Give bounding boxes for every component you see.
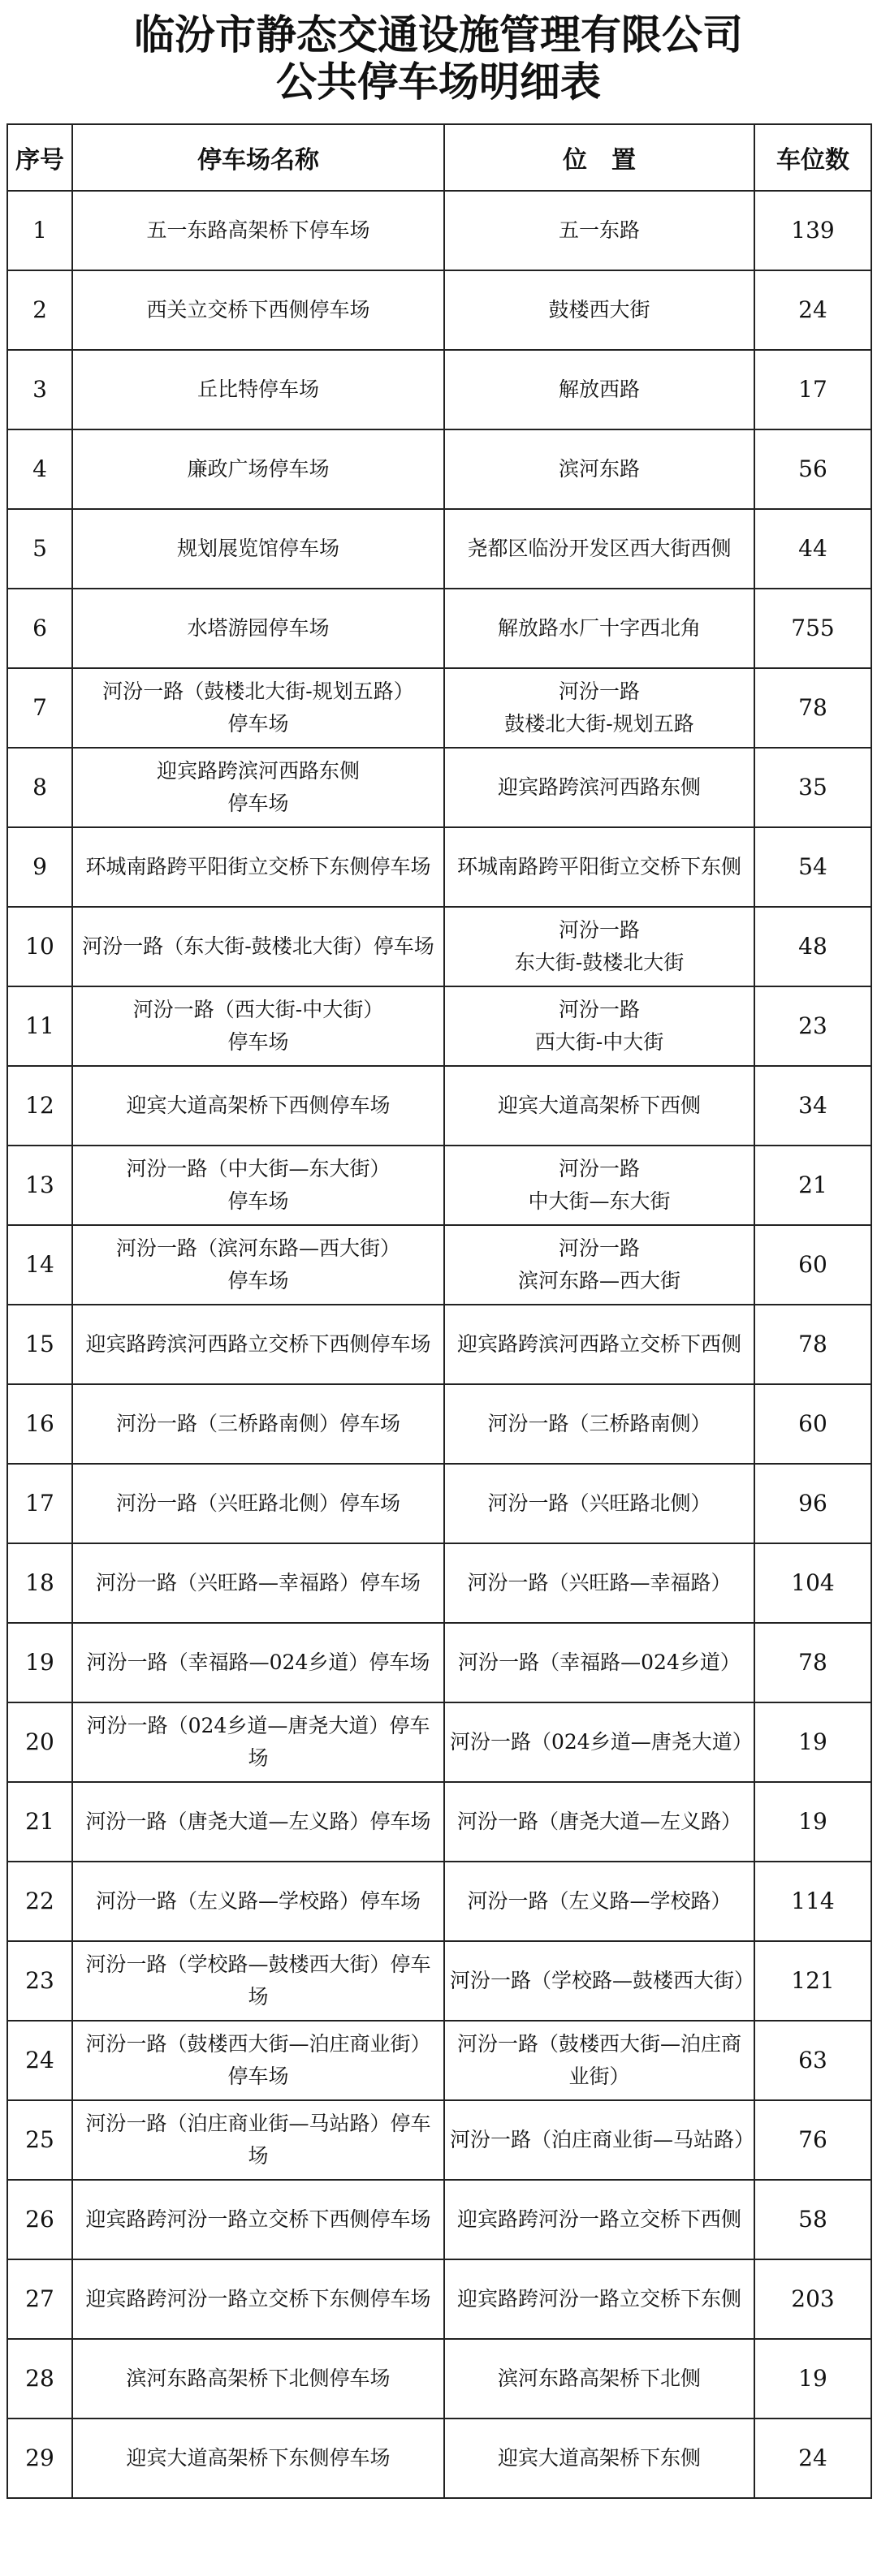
table-row <box>7 1464 871 1543</box>
table-row <box>7 748 871 827</box>
cell-index: 8 <box>7 748 72 827</box>
cell-spaces: 58 <box>754 2180 871 2259</box>
cell-location: 河汾一路 中大街—东大街 <box>444 1146 754 1225</box>
cell-spaces: 78 <box>754 1305 871 1384</box>
cell-index: 29 <box>7 2419 72 2498</box>
cell-location: 河汾一路（024乡道—唐尧大道） <box>444 1702 754 1782</box>
cell-location: 迎宾路跨滨河西路立交桥下西侧 <box>444 1305 754 1384</box>
cell-index: 21 <box>7 1782 72 1862</box>
table-row <box>7 1941 871 2021</box>
cell-spaces: 24 <box>754 270 871 350</box>
cell-location: 河汾一路（兴旺路北侧） <box>444 1464 754 1543</box>
cell-index: 24 <box>7 2021 72 2100</box>
cell-name: 河汾一路（东大街-鼓楼北大街）停车场 <box>72 907 444 986</box>
table-row <box>7 1066 871 1146</box>
cell-location: 尧都区临汾开发区西大街西侧 <box>444 509 754 589</box>
table-row <box>7 1782 871 1862</box>
cell-spaces: 24 <box>754 2419 871 2498</box>
table-row <box>7 270 871 350</box>
cell-name: 河汾一路（左义路—学校路）停车场 <box>72 1862 444 1941</box>
cell-index: 3 <box>7 350 72 429</box>
cell-location: 河汾一路（泊庄商业街—马站路） <box>444 2100 754 2180</box>
cell-name: 环城南路跨平阳街立交桥下东侧停车场 <box>72 827 444 907</box>
table-row <box>7 191 871 270</box>
cell-name: 西关立交桥下西侧停车场 <box>72 270 444 350</box>
table-header-row <box>7 124 871 191</box>
cell-index: 4 <box>7 429 72 509</box>
cell-location: 河汾一路（左义路—学校路） <box>444 1862 754 1941</box>
cell-index: 25 <box>7 2100 72 2180</box>
table-row <box>7 2259 871 2339</box>
cell-index: 11 <box>7 986 72 1066</box>
parking-lot-table <box>6 123 872 2499</box>
cell-index: 27 <box>7 2259 72 2339</box>
cell-name: 河汾一路（鼓楼北大街-规划五路） 停车场 <box>72 668 444 748</box>
cell-index: 14 <box>7 1225 72 1305</box>
cell-location: 河汾一路（唐尧大道—左义路） <box>444 1782 754 1862</box>
cell-index: 23 <box>7 1941 72 2021</box>
table-row <box>7 1543 871 1623</box>
cell-spaces: 104 <box>754 1543 871 1623</box>
cell-index: 15 <box>7 1305 72 1384</box>
table-row <box>7 1862 871 1941</box>
cell-spaces: 139 <box>754 191 871 270</box>
table-row <box>7 668 871 748</box>
cell-index: 7 <box>7 668 72 748</box>
cell-name: 河汾一路（西大街-中大街） 停车场 <box>72 986 444 1066</box>
cell-spaces: 54 <box>754 827 871 907</box>
cell-location: 河汾一路 鼓楼北大街-规划五路 <box>444 668 754 748</box>
table-row <box>7 2419 871 2498</box>
table-row <box>7 1146 871 1225</box>
cell-location: 河汾一路（学校路—鼓楼西大街） <box>444 1941 754 2021</box>
document-title: 临汾市静态交通设施管理有限公司 <box>134 11 743 58</box>
table-row <box>7 1384 871 1464</box>
cell-location: 鼓楼西大街 <box>444 270 754 350</box>
cell-location: 迎宾大道高架桥下西侧 <box>444 1066 754 1146</box>
cell-spaces: 78 <box>754 668 871 748</box>
cell-spaces: 76 <box>754 2100 871 2180</box>
cell-location: 滨河东路 <box>444 429 754 509</box>
table-row <box>7 827 871 907</box>
cell-location: 迎宾大道高架桥下东侧 <box>444 2419 754 2498</box>
cell-spaces: 114 <box>754 1862 871 1941</box>
cell-location: 河汾一路 滨河东路—西大街 <box>444 1225 754 1305</box>
cell-name: 河汾一路（鼓楼西大街—泊庄商业街）停车场 <box>72 2021 444 2100</box>
cell-location: 河汾一路（鼓楼西大街—泊庄商业街） <box>444 2021 754 2100</box>
table-row <box>7 429 871 509</box>
cell-name: 河汾一路（滨河东路—西大街） 停车场 <box>72 1225 444 1305</box>
cell-location: 河汾一路（兴旺路—幸福路） <box>444 1543 754 1623</box>
cell-name: 河汾一路（学校路—鼓楼西大街）停车场 <box>72 1941 444 2021</box>
cell-name: 丘比特停车场 <box>72 350 444 429</box>
cell-name: 迎宾路跨河汾一路立交桥下西侧停车场 <box>72 2180 444 2259</box>
table-row <box>7 2021 871 2100</box>
cell-index: 5 <box>7 509 72 589</box>
cell-index: 22 <box>7 1862 72 1941</box>
table-row <box>7 350 871 429</box>
cell-spaces: 17 <box>754 350 871 429</box>
cell-spaces: 19 <box>754 1782 871 1862</box>
cell-name: 迎宾大道高架桥下西侧停车场 <box>72 1066 444 1146</box>
cell-spaces: 19 <box>754 2339 871 2419</box>
cell-name: 迎宾路跨滨河西路立交桥下西侧停车场 <box>72 1305 444 1384</box>
cell-index: 16 <box>7 1384 72 1464</box>
table-row <box>7 2100 871 2180</box>
table-row <box>7 589 871 668</box>
cell-name: 河汾一路（兴旺路北侧）停车场 <box>72 1464 444 1543</box>
table-row <box>7 2339 871 2419</box>
cell-location: 五一东路 <box>444 191 754 270</box>
cell-index: 1 <box>7 191 72 270</box>
cell-spaces: 96 <box>754 1464 871 1543</box>
cell-index: 6 <box>7 589 72 668</box>
cell-name: 河汾一路（024乡道—唐尧大道）停车场 <box>72 1702 444 1782</box>
header-spaces: 车位数 <box>754 124 871 191</box>
cell-spaces: 78 <box>754 1623 871 1702</box>
cell-index: 9 <box>7 827 72 907</box>
cell-location: 迎宾路跨滨河西路东侧 <box>444 748 754 827</box>
cell-name: 滨河东路高架桥下北侧停车场 <box>72 2339 444 2419</box>
cell-name: 规划展览馆停车场 <box>72 509 444 589</box>
cell-index: 26 <box>7 2180 72 2259</box>
document-subtitle: 公共停车场明细表 <box>276 58 601 106</box>
cell-index: 12 <box>7 1066 72 1146</box>
cell-spaces: 63 <box>754 2021 871 2100</box>
cell-name: 河汾一路（兴旺路—幸福路）停车场 <box>72 1543 444 1623</box>
cell-name: 河汾一路（泊庄商业街—马站路）停车场 <box>72 2100 444 2180</box>
cell-index: 18 <box>7 1543 72 1623</box>
table-row <box>7 1623 871 1702</box>
cell-index: 13 <box>7 1146 72 1225</box>
cell-name: 水塔游园停车场 <box>72 589 444 668</box>
cell-location: 迎宾路跨河汾一路立交桥下西侧 <box>444 2180 754 2259</box>
cell-index: 2 <box>7 270 72 350</box>
cell-location: 解放路水厂十字西北角 <box>444 589 754 668</box>
cell-spaces: 44 <box>754 509 871 589</box>
cell-spaces: 121 <box>754 1941 871 2021</box>
cell-index: 19 <box>7 1623 72 1702</box>
table-row <box>7 509 871 589</box>
cell-index: 10 <box>7 907 72 986</box>
cell-spaces: 34 <box>754 1066 871 1146</box>
cell-name: 迎宾路跨河汾一路立交桥下东侧停车场 <box>72 2259 444 2339</box>
cell-name: 河汾一路（三桥路南侧）停车场 <box>72 1384 444 1464</box>
cell-index: 20 <box>7 1702 72 1782</box>
table-row <box>7 2180 871 2259</box>
cell-name: 五一东路高架桥下停车场 <box>72 191 444 270</box>
cell-location: 滨河东路高架桥下北侧 <box>444 2339 754 2419</box>
cell-spaces: 60 <box>754 1225 871 1305</box>
cell-name: 廉政广场停车场 <box>72 429 444 509</box>
cell-index: 28 <box>7 2339 72 2419</box>
cell-location: 河汾一路 东大街-鼓楼北大街 <box>444 907 754 986</box>
cell-location: 河汾一路 西大街-中大街 <box>444 986 754 1066</box>
cell-location: 河汾一路（三桥路南侧） <box>444 1384 754 1464</box>
cell-spaces: 48 <box>754 907 871 986</box>
cell-spaces: 56 <box>754 429 871 509</box>
header-location: 位 置 <box>444 124 754 191</box>
table-row <box>7 1305 871 1384</box>
cell-name: 河汾一路（中大街—东大街） 停车场 <box>72 1146 444 1225</box>
cell-spaces: 21 <box>754 1146 871 1225</box>
header-index: 序号 <box>7 124 72 191</box>
cell-spaces: 755 <box>754 589 871 668</box>
table-row <box>7 1225 871 1305</box>
cell-spaces: 203 <box>754 2259 871 2339</box>
cell-spaces: 35 <box>754 748 871 827</box>
table-row <box>7 1702 871 1782</box>
cell-spaces: 19 <box>754 1702 871 1782</box>
table-row <box>7 986 871 1066</box>
cell-name: 河汾一路（幸福路—024乡道）停车场 <box>72 1623 444 1702</box>
header-name: 停车场名称 <box>72 124 444 191</box>
table-row <box>7 907 871 986</box>
cell-name: 河汾一路（唐尧大道—左义路）停车场 <box>72 1782 444 1862</box>
cell-name: 迎宾大道高架桥下东侧停车场 <box>72 2419 444 2498</box>
cell-index: 17 <box>7 1464 72 1543</box>
cell-location: 迎宾路跨河汾一路立交桥下东侧 <box>444 2259 754 2339</box>
cell-location: 河汾一路（幸福路—024乡道） <box>444 1623 754 1702</box>
cell-location: 环城南路跨平阳街立交桥下东侧 <box>444 827 754 907</box>
cell-spaces: 23 <box>754 986 871 1066</box>
cell-name: 迎宾路跨滨河西路东侧 停车场 <box>72 748 444 827</box>
cell-spaces: 60 <box>754 1384 871 1464</box>
cell-location: 解放西路 <box>444 350 754 429</box>
